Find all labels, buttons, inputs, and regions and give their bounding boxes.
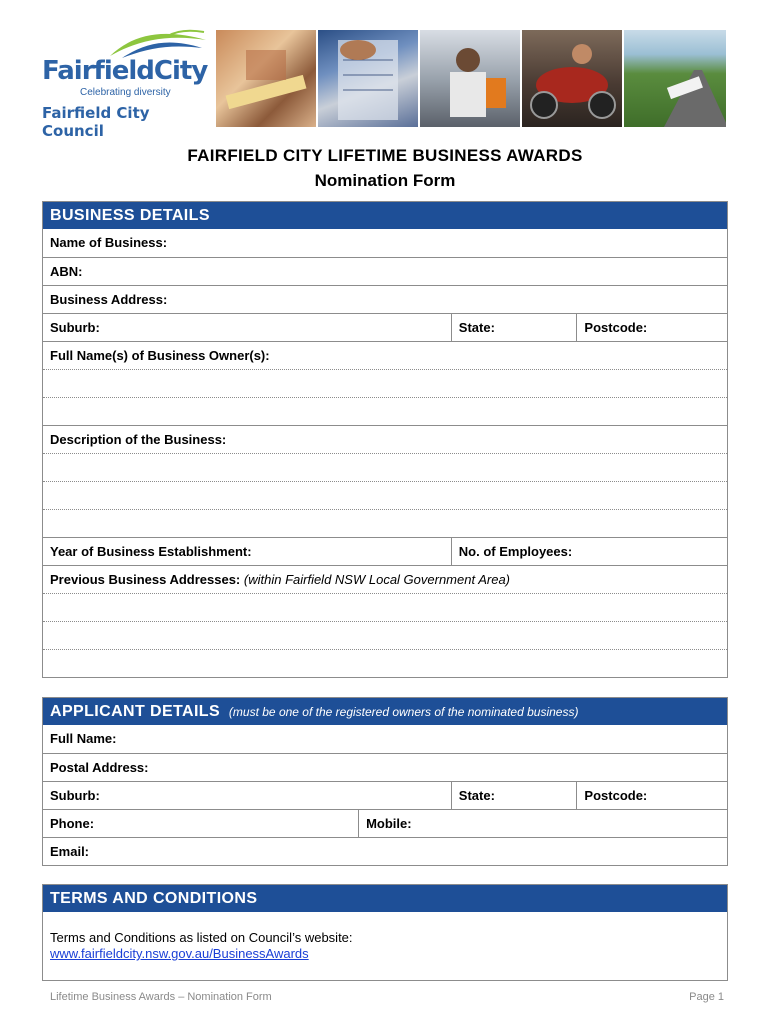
full-name-row[interactable]: [43, 725, 727, 753]
applicant-details-heading: [43, 698, 727, 725]
applicant-suburb-row: [43, 781, 727, 809]
postal-address-row[interactable]: [43, 753, 727, 781]
business-suburb-row: [43, 313, 727, 341]
description-label: Description of the Business:: [50, 432, 227, 447]
business-postcode-label: Postcode:: [584, 320, 648, 335]
applicant-postcode-label: Postcode:: [584, 788, 648, 803]
applicant-heading-note: (must be one of the registered owners of the nominated business): [228, 705, 579, 719]
business-suburb-label: Suburb:: [50, 320, 100, 335]
terms-section: [42, 884, 728, 981]
establishment-year-field[interactable]: [43, 538, 451, 565]
business-awards-link[interactable]: www.fairfieldcity.nsw.gov.au/BusinessAwards: [50, 946, 309, 961]
applicant-details-section: [42, 697, 728, 866]
business-name-label: Name of Business:: [50, 235, 168, 250]
business-details-section: [42, 201, 728, 678]
abn-label: ABN:: [50, 264, 83, 279]
email-row[interactable]: [43, 837, 727, 865]
terms-text: Terms and Conditions as listed on Council’s website:: [50, 930, 353, 945]
logo-tagline: Celebrating diversity: [80, 87, 171, 98]
footer-page-number: Page 1: [689, 991, 724, 1003]
previous-address-row[interactable]: [43, 565, 727, 593]
establishment-year-label: Year of Business Establishment:: [50, 544, 252, 559]
owners-label: Full Name(s) of Business Owner(s):: [50, 348, 270, 363]
business-name-row[interactable]: [43, 229, 727, 257]
owners-row[interactable]: [43, 341, 727, 369]
owners-line-2[interactable]: [43, 397, 727, 425]
employees-field[interactable]: [451, 538, 727, 565]
abn-row[interactable]: [43, 257, 727, 285]
description-line-2[interactable]: [43, 481, 727, 509]
applicant-postcode-field[interactable]: [576, 782, 727, 809]
applicant-state-label: State:: [458, 788, 495, 803]
previous-address-line-1[interactable]: [43, 593, 727, 621]
truck-road-photo: [622, 30, 726, 127]
header-photo-strip: [216, 30, 726, 127]
terms-body: [43, 912, 727, 962]
mobile-label: Mobile:: [366, 816, 412, 831]
establishment-row: [43, 537, 727, 565]
previous-address-line-3[interactable]: [43, 649, 727, 677]
page-subtitle: Nomination Form: [314, 171, 456, 190]
description-row[interactable]: [43, 425, 727, 453]
documents-photo: [316, 30, 418, 127]
page-title: FAIRFIELD CITY LIFETIME BUSINESS AWARDS: [187, 146, 583, 165]
fairfield-city-logo: [36, 28, 216, 140]
business-postcode-field[interactable]: [576, 314, 727, 341]
description-line-1[interactable]: [43, 453, 727, 481]
postal-address-label: Postal Address:: [50, 760, 149, 775]
footer-document-title: Lifetime Business Awards – Nomination Form: [50, 991, 272, 1003]
terms-heading: TERMS AND CONDITIONS: [43, 885, 727, 912]
phone-row: [43, 809, 727, 837]
email-label: Email:: [50, 844, 90, 859]
phone-field[interactable]: [43, 810, 358, 837]
business-suburb-field[interactable]: [43, 314, 451, 341]
previous-address-note: (within Fairfield NSW Local Government Area): [243, 572, 510, 587]
employees-label: No. of Employees:: [458, 544, 573, 559]
motorcycle-photo: [520, 30, 622, 127]
phone-label: Phone:: [50, 816, 95, 831]
business-address-row[interactable]: [43, 285, 727, 313]
welder-photo: [418, 30, 520, 127]
applicant-suburb-label: Suburb:: [50, 788, 100, 803]
full-name-label: Full Name:: [50, 731, 117, 746]
logo-name: FairfieldCity: [42, 56, 208, 86]
applicant-heading-text: APPLICANT DETAILS: [50, 703, 221, 720]
mobile-field[interactable]: [358, 810, 727, 837]
description-line-3[interactable]: [43, 509, 727, 537]
business-state-label: State:: [458, 320, 495, 335]
business-address-label: Business Address:: [50, 292, 168, 307]
previous-address-cell: [43, 566, 727, 593]
owners-line-1[interactable]: [43, 369, 727, 397]
page-header: [0, 0, 770, 140]
business-state-field[interactable]: [451, 314, 577, 341]
plans-photo: [216, 30, 316, 127]
applicant-suburb-field[interactable]: [43, 782, 451, 809]
business-details-heading: BUSINESS DETAILS: [43, 202, 727, 229]
applicant-state-field[interactable]: [451, 782, 577, 809]
logo-council-name: Fairfield City Council: [42, 104, 150, 140]
previous-address-line-2[interactable]: [43, 621, 727, 649]
previous-address-label: Previous Business Addresses:: [50, 572, 241, 587]
